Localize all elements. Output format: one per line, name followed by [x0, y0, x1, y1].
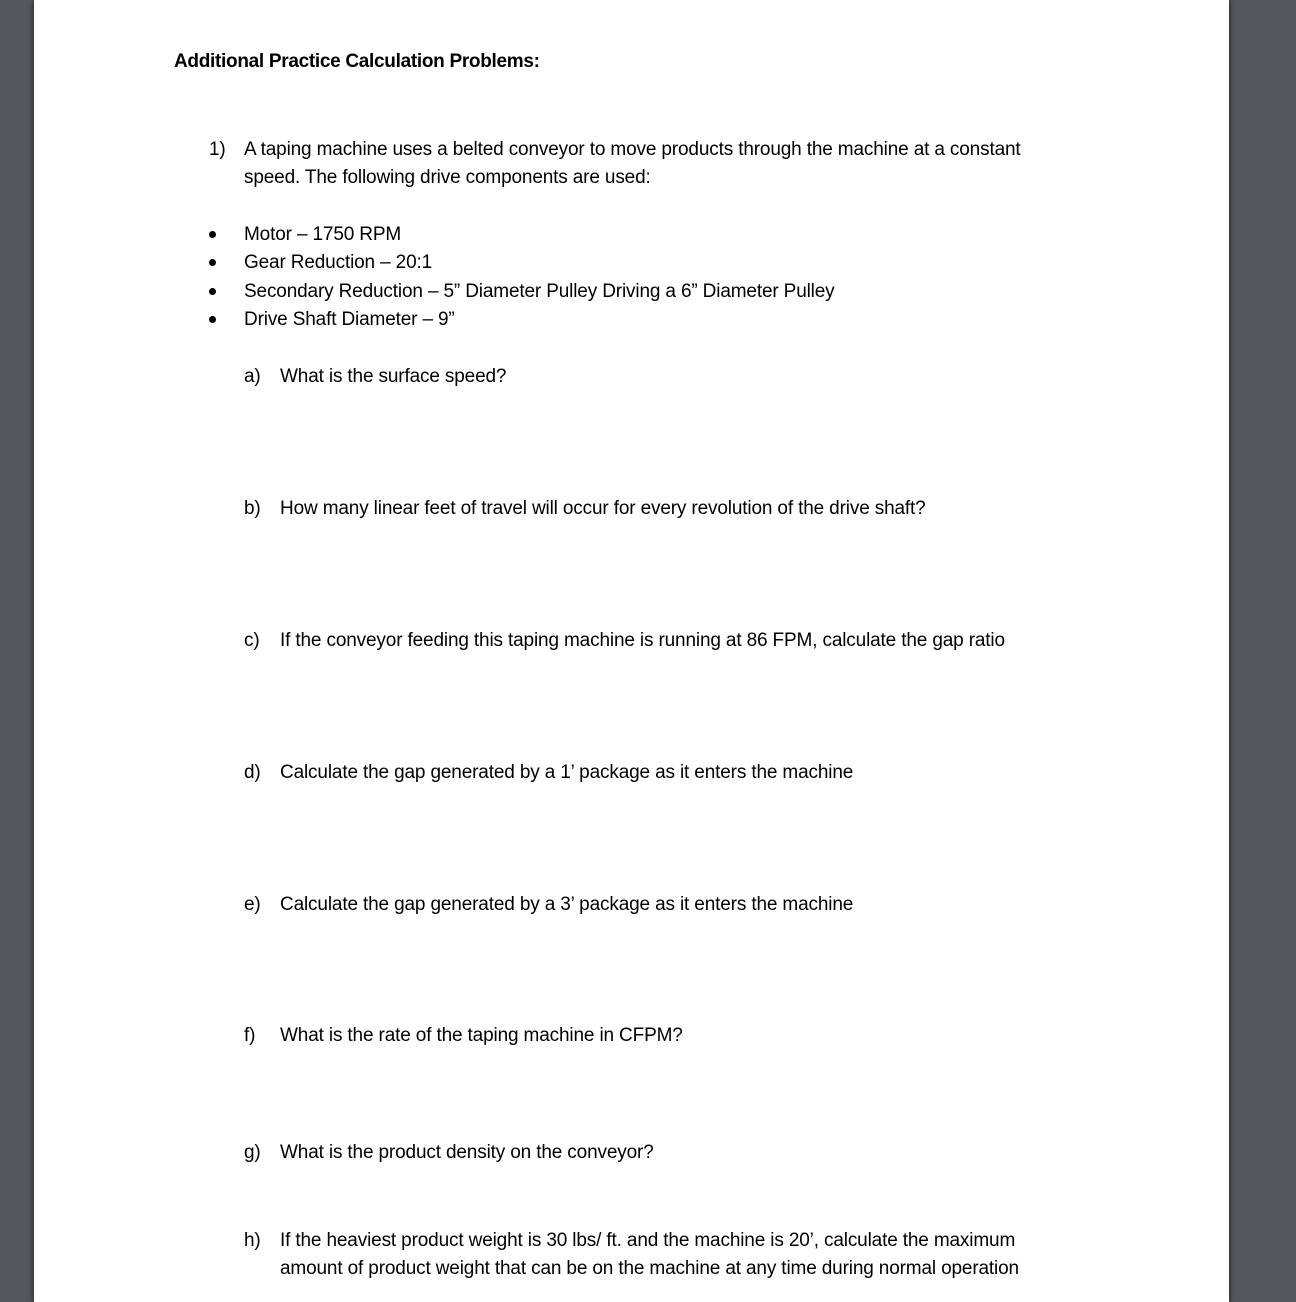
page-title: Additional Practice Calculation Problems:: [174, 51, 540, 72]
problem-text-line-2: speed. The following drive components are used:: [244, 167, 651, 188]
bullet-icon: [209, 259, 216, 266]
document-page: [34, 0, 1229, 1302]
bullet-icon: [209, 288, 216, 295]
question-text: How many linear feet of travel will occur for every revolution of the drive shaft?: [280, 498, 926, 519]
question-label: a): [244, 366, 261, 387]
problem-number: 1): [209, 139, 226, 160]
question-label: e): [244, 894, 261, 915]
question-text: If the conveyor feeding this taping machine is running at 86 FPM, calculate the gap ratio: [280, 630, 1005, 651]
question-text: What is the product density on the conveyor?: [280, 1142, 654, 1163]
question-text-line-2: amount of product weight that can be on the machine at any time during normal operation: [280, 1258, 1019, 1279]
question-label: f): [244, 1025, 256, 1046]
question-label: b): [244, 498, 261, 519]
bullet-icon: [209, 231, 216, 238]
question-text: What is the surface speed?: [280, 366, 507, 387]
question-text: Calculate the gap generated by a 3’ package as it enters the machine: [280, 894, 854, 915]
list-item: Gear Reduction – 20:1: [244, 252, 433, 273]
question-label: d): [244, 762, 261, 783]
list-item: Drive Shaft Diameter – 9”: [244, 309, 455, 330]
question-label: h): [244, 1230, 261, 1251]
list-item: Motor – 1750 RPM: [244, 224, 402, 245]
question-label: g): [244, 1142, 261, 1163]
problem-text-line-1: A taping machine uses a belted conveyor to move products through the machine at a constant: [244, 139, 1021, 160]
question-text: Calculate the gap generated by a 1’ package as it enters the machine: [280, 762, 854, 783]
bullet-icon: [209, 316, 216, 323]
question-text-line-1: If the heaviest product weight is 30 lbs/ ft. and the machine is 20’, calculate the maximum: [280, 1230, 1016, 1251]
question-label: c): [244, 630, 260, 651]
question-text: What is the rate of the taping machine in CFPM?: [280, 1025, 683, 1046]
list-item: Secondary Reduction – 5” Diameter Pulley Driving a 6” Diameter Pulley: [244, 281, 835, 302]
